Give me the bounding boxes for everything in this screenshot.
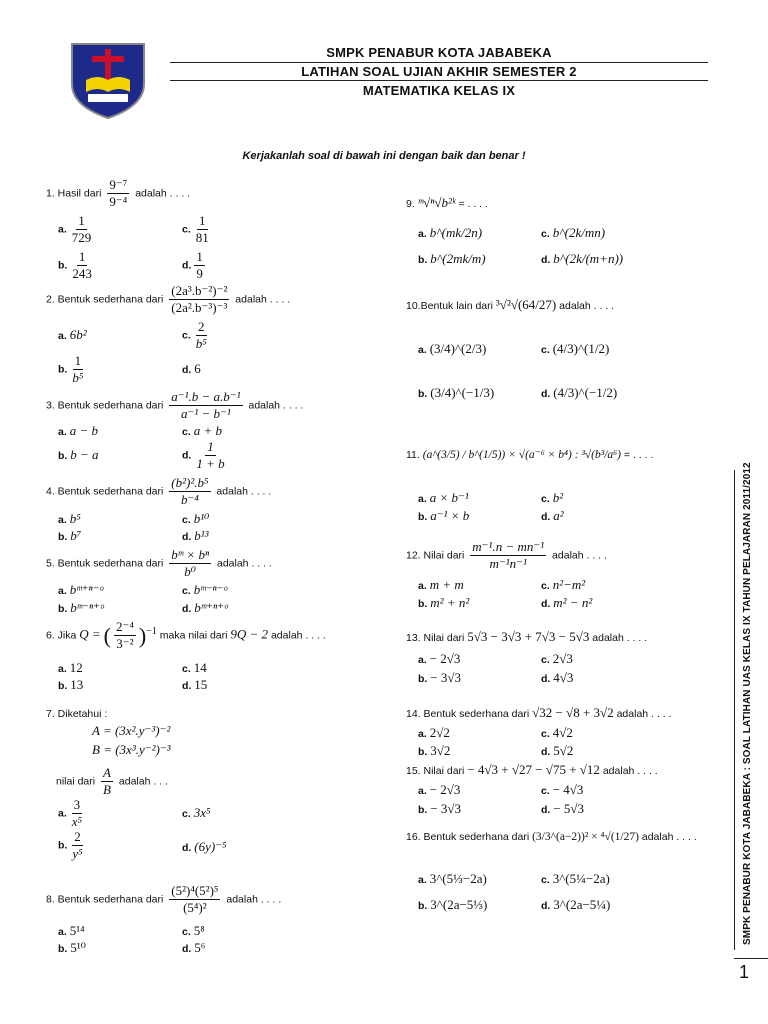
q16-option-a: a. 3^(5⅓−2a)	[418, 871, 487, 886]
q12-option-d: d. m² − n²	[541, 595, 593, 610]
q14-option-d: d. 5√2	[541, 743, 574, 758]
q6-option-a: a. 12	[58, 660, 83, 675]
q11-option-b: b. a⁻¹ × b	[418, 508, 470, 523]
question-2: 2. Bentuk sederhana dari $\frac{\text{(2a³.b⁻²)⁻²}}{\text{(2a².b⁻³)⁻³}}$ adalah . . . .	[46, 283, 291, 316]
q5-option-c: c. bᵐ⁻ⁿ⁻ᵒ	[182, 582, 228, 597]
page-number: 1	[739, 962, 750, 982]
question-11: 11. (a^(3/5) / b^(1/5)) × √(a⁻⁶ × b⁴) : ³√(b³/a⁶) = . . . .	[406, 449, 654, 461]
q8-option-b: b. 5¹⁰	[58, 940, 86, 955]
q7-option-d: d. (6y)⁻⁵	[182, 839, 227, 854]
q13-option-d: d. 4√3	[541, 670, 574, 685]
q10-option-c: c. (4/3)^(1/2)	[541, 341, 610, 356]
q4-option-b: b. b⁷	[58, 528, 82, 543]
question-3: 3. Bentuk sederhana dari $\frac{\text{a⁻¹.b − a.b⁻¹}}{\text{a⁻¹ − b⁻¹}}$ adalah . . . .	[46, 389, 304, 422]
q8-option-a: a. 5¹⁴	[58, 923, 85, 938]
q9-option-b: b. b^(2mk/m)	[418, 251, 486, 266]
question-7: 7. Diketahui :	[46, 708, 108, 720]
school-logo	[62, 40, 154, 120]
q2-option-b: b. $\frac{1}{\text{b⁵}}$	[58, 353, 84, 386]
question-4: 4. Bentuk sederhana dari $\frac{\text{(b²)².b⁵}}{\text{b⁻⁴}}$ adalah . . . .	[46, 475, 272, 508]
q3-option-b: b. b − a	[58, 447, 99, 462]
instruction: Kerjakanlah soal di bawah ini dengan baik dan benar !	[242, 150, 526, 162]
q7-option-c: c. 3x⁵	[182, 805, 211, 820]
q7-ask: nilai dari $\frac{A}{B}$ adalah . . .	[56, 765, 168, 798]
q5-option-a: a. bᵐ⁺ⁿ⁻ᵒ	[58, 582, 104, 597]
q14-option-b: b. 3√2	[418, 743, 451, 758]
question-13: 13. Nilai dari 5√3 − 3√3 + 7√3 − 5√3 adalah . . . .	[406, 629, 648, 644]
question-9: 9. ᵐ√ⁿ√b²ᵏ = . . . .	[406, 195, 488, 210]
q16-option-c: c. 3^(5¼−2a)	[541, 871, 610, 886]
q8-option-c: c. 5⁸	[182, 923, 205, 938]
q13-option-b: b. − 3√3	[418, 670, 461, 685]
question-5: 5. Bentuk sederhana dari $\frac{\text{bᵐ × bⁿ}}{\text{b⁰}}$ adalah . . . .	[46, 547, 272, 580]
q2-option-a: a. 6b²	[58, 327, 87, 342]
q4-option-d: d. b¹³	[182, 528, 209, 543]
question-15: 15. Nilai dari − 4√3 + √27 − √75 + √12 adalah . . . .	[406, 762, 658, 777]
subject-title: MATEMATIKA KELAS IX	[362, 83, 516, 98]
q15-option-d: d. − 5√3	[541, 801, 584, 816]
q1-option-a: a. $\frac{1}{729}$	[58, 213, 92, 246]
q15-option-c: c. − 4√3	[541, 782, 584, 797]
q11-option-a: a. a × b⁻¹	[418, 490, 469, 505]
q4-option-a: a. b⁵	[58, 511, 81, 526]
q13-option-a: a. − 2√3	[418, 651, 461, 666]
question-6: 6. Jika Q = ( $\frac{\text{2⁻⁴}}{\text{3⁻²}}$ )$^{-1}$ maka nilai dari 9Q − 2 adalah . . . .	[46, 619, 326, 652]
page-rule	[734, 958, 768, 959]
question-14: 14. Bentuk sederhana dari √32 − √8 + 3√2 adalah . . . .	[406, 705, 672, 720]
school-name: SMPK PENABUR KOTA JABABEKA	[326, 45, 552, 60]
q14-option-c: c. 4√2	[541, 725, 573, 740]
question-1: 1. Hasil dari $\frac{\text{9⁻⁷}}{\text{9⁻⁴}}$ adalah . . . .	[46, 177, 191, 210]
q11-option-d: d. a²	[541, 508, 564, 523]
q7-option-a: a. $\frac{3}{\text{x⁵}}$	[58, 797, 83, 830]
q12-option-b: b. m² + n²	[418, 595, 470, 610]
q7-option-b: b. $\frac{2}{\text{y⁵}}$	[58, 829, 83, 862]
q16-option-d: d. 3^(2a−5¼)	[541, 897, 611, 912]
q10-option-b: b. (3/4)^(−1/3)	[418, 385, 495, 400]
q9-option-d: d. b^(2k/(m+n))	[541, 251, 624, 266]
q3-option-c: c. a + b	[182, 423, 222, 438]
q6-option-c: c. 14	[182, 660, 207, 675]
header-rule-2	[170, 80, 708, 81]
q10-option-a: a. (3/4)^(2/3)	[418, 341, 487, 356]
q1-option-b: b. $\frac{1}{243}$	[58, 249, 92, 282]
question-10: 10.Bentuk lain dari ³√²√(64/27) adalah . . . .	[406, 297, 615, 312]
q12-option-c: c. n²−m²	[541, 577, 586, 592]
q11-option-c: c. b²	[541, 490, 564, 505]
question-8: 8. Bentuk sederhana dari $\frac{\text{(5²)⁴(5²)⁵}}{\text{(5⁴)²}}$ adalah . . . .	[46, 883, 282, 916]
exam-title: LATIHAN SOAL UJIAN AKHIR SEMESTER 2	[301, 64, 577, 79]
header-rule-1	[170, 62, 708, 63]
q5-option-d: d. bᵐ⁺ⁿ⁺ᵒ	[182, 600, 228, 615]
q4-option-c: c. b¹⁰	[182, 511, 210, 526]
q7-equation-b: B = (3x³.y⁻²)⁻³	[92, 742, 171, 757]
q1-option-d: d. $\frac{1}{9}$	[182, 249, 203, 282]
q6-option-b: b. 13	[58, 677, 84, 692]
q15-option-b: b. − 3√3	[418, 801, 461, 816]
q16-option-b: b. 3^(2a−5⅓)	[418, 897, 488, 912]
cross-horizontal	[92, 56, 124, 62]
logo-banner	[88, 94, 128, 102]
q3-option-a: a. a − b	[58, 423, 98, 438]
q1-option-c: c. $\frac{1}{81}$	[182, 213, 209, 246]
question-12: 12. Nilai dari $\frac{\text{m⁻¹.n − mn⁻¹}}{\text{m⁻¹n⁻¹}}$ adalah . . . .	[406, 539, 607, 572]
q5-option-b: b. bᵐ⁻ⁿ⁺ᵒ	[58, 600, 104, 615]
q12-option-a: a. m + m	[418, 577, 464, 592]
q2-option-c: c. $\frac{2}{\text{b⁵}}$	[182, 319, 207, 352]
side-rule	[734, 470, 735, 950]
q3-option-d: d. $\frac{1}{1 + b}$	[182, 439, 225, 472]
q9-option-c: c. b^(2k/mn)	[541, 225, 606, 240]
question-16: 16. Bentuk sederhana dari (3/3^(a−2))² × ⁴√(1/27) adalah . . . .	[406, 831, 697, 843]
q8-option-d: d. 5⁶	[182, 940, 206, 955]
q15-option-a: a. − 2√3	[418, 782, 461, 797]
q13-option-c: c. 2√3	[541, 651, 573, 666]
q10-option-d: d. (4/3)^(−1/2)	[541, 385, 618, 400]
q6-option-d: d. 15	[182, 677, 208, 692]
q9-option-a: a. b^(mk/2n)	[418, 225, 483, 240]
q14-option-a: a. 2√2	[418, 725, 450, 740]
q2-option-d: d. 6	[182, 361, 201, 376]
q7-equation-a: A = (3x².y⁻³)⁻²	[92, 723, 171, 738]
